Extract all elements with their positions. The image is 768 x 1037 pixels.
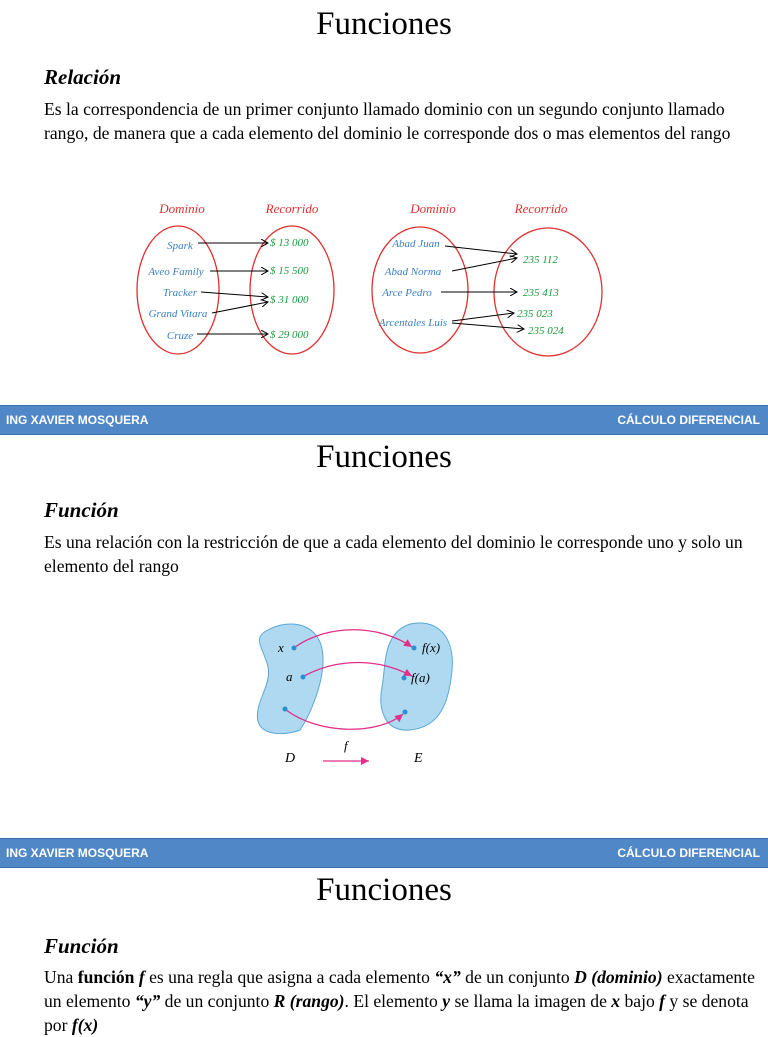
term-rango: R (rango): [273, 991, 345, 1011]
range-item: $ 15 500: [270, 265, 309, 277]
symbol-f: f: [659, 991, 666, 1011]
domain-item: Tracker: [162, 287, 198, 299]
text-run: de un conjunto: [460, 967, 575, 987]
left-range-label: Recorrido: [265, 201, 319, 216]
definition-paragraph: Es una relación con la restricción de que a cada elemento del dominio le corresponde uno y solo un elemento del rango: [44, 532, 743, 576]
slide-subtitle: Función: [44, 498, 119, 522]
slide-relacion: [0, 0, 768, 405]
domain-item: Abad Norma: [384, 266, 442, 278]
label-fx: f(x): [422, 640, 441, 655]
text-run: es una regla que asigna a cada elemento: [144, 967, 435, 987]
domain-item: Abad Juan: [392, 238, 440, 250]
text-run: . El elemento: [344, 991, 443, 1011]
domain-item: Arce Pedro: [382, 287, 432, 299]
symbol-fx: f(x): [71, 1015, 99, 1035]
slide-subtitle: Función: [44, 934, 119, 958]
footer-author: ING XAVIER MOSQUERA: [6, 413, 149, 427]
footer-course: CÁLCULO DIFERENCIAL: [617, 846, 760, 860]
domain-item: Cruze: [166, 330, 194, 342]
slide-funcion-definicion: [0, 435, 768, 838]
slide-funcion-regla: [0, 868, 768, 1035]
definition-paragraph: Es la correspondencia de un primer conjunto llamado dominio con un segundo conjunto llamado rango, de manera que a cada elemento del dominio le corresponde dos o mas elementos del rango: [44, 99, 731, 143]
text-run: se llama la imagen de: [450, 991, 612, 1011]
symbol-y: “y”: [134, 991, 161, 1011]
left-arrows: [197, 243, 268, 334]
point-image: [403, 710, 408, 715]
slide-subtitle: Relación: [44, 65, 121, 89]
right-range-label: Recorrido: [514, 201, 568, 216]
text-run: y se denota por: [44, 991, 749, 1035]
point-unlabeled: [283, 707, 288, 712]
right-domain-label: Dominio: [410, 201, 456, 216]
label-fa: f(a): [411, 670, 430, 685]
function-diagram: [0, 435, 768, 838]
label-a: a: [286, 669, 293, 684]
symbol-x: x: [611, 991, 621, 1011]
range-item: 235 024: [528, 325, 564, 337]
left-domain-label: Dominio: [159, 201, 205, 216]
range-item: 235 112: [523, 254, 558, 266]
term-dominio: D (dominio): [574, 967, 663, 987]
domain-item: Arcentales Luis: [378, 317, 448, 329]
slide-title: Funciones: [316, 6, 452, 42]
point-fx: [412, 646, 417, 651]
relation-diagrams: [0, 0, 768, 405]
domain-item: Grand Vitara: [148, 308, 208, 320]
text-run: de un conjunto: [160, 991, 274, 1011]
right-arrows: [441, 246, 524, 329]
range-item: $ 29 000: [270, 329, 309, 341]
point-a: [301, 675, 306, 680]
domain-item: Spark: [167, 240, 193, 252]
symbol-f: f: [138, 967, 145, 987]
range-item: $ 31 000: [270, 294, 309, 306]
domain-item: Aveo Family: [148, 266, 204, 278]
slide-title: Funciones: [316, 439, 452, 475]
label-f: f: [344, 738, 348, 753]
term-funcion: función: [77, 967, 139, 987]
range-item: $ 13 000: [270, 237, 309, 249]
range-item: 235 023: [517, 308, 553, 320]
point-x: [292, 646, 297, 651]
label-D: D: [285, 751, 296, 766]
symbol-y: y: [442, 991, 451, 1011]
slide-footer: [0, 405, 768, 435]
range-item: 235 413: [523, 287, 559, 299]
footer-course: CÁLCULO DIFERENCIAL: [617, 413, 760, 427]
text-run: Una: [44, 967, 78, 987]
footer-author: ING XAVIER MOSQUERA: [6, 846, 149, 860]
symbol-x: “x”: [434, 967, 461, 987]
point-fa: [402, 676, 407, 681]
slide-footer: [0, 838, 768, 868]
text-run: exactamente un elemento: [44, 967, 755, 1011]
label-x: x: [278, 640, 284, 655]
definition-paragraph: [44, 965, 760, 1037]
text-run: bajo: [620, 991, 660, 1011]
label-E: E: [414, 751, 423, 766]
slide-title: Funciones: [316, 872, 452, 908]
